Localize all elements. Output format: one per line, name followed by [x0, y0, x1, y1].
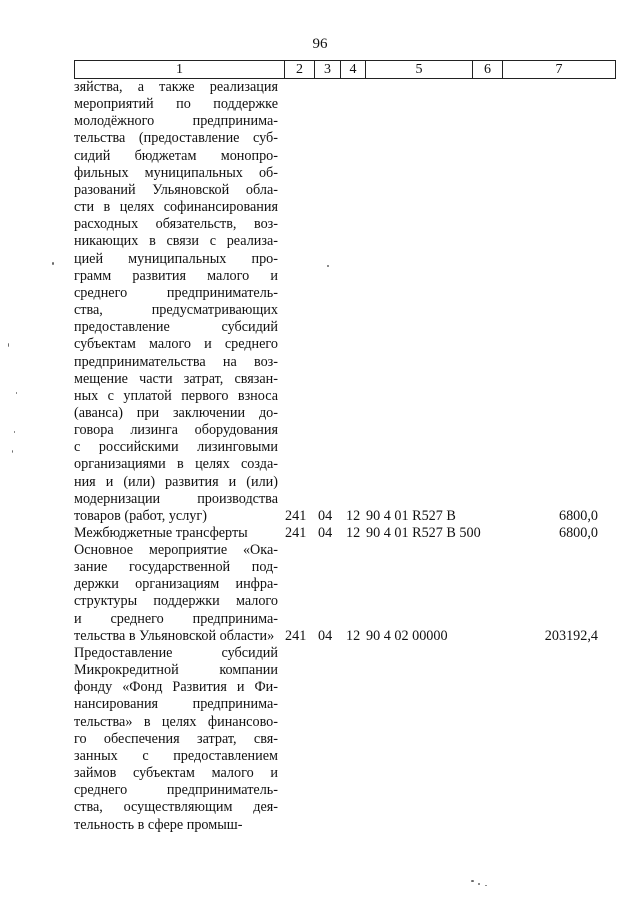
- column-header-7: 7: [503, 61, 616, 79]
- description-line: Межбюджетные трансферты: [74, 525, 248, 541]
- description-line: Предоставление субсидий: [74, 645, 278, 661]
- description-line: Основное мероприятие «Ока-: [74, 542, 278, 558]
- scan-speck: [16, 392, 17, 394]
- cell-target-article: 90 4 01 R527 В: [366, 508, 456, 524]
- description-line: разований Ульяновской обла-: [74, 181, 278, 198]
- column-header-1: 1: [75, 61, 285, 79]
- scan-speck: [471, 880, 474, 882]
- description-line: и среднего предпринима-: [74, 610, 278, 627]
- cell-target-article: 90 4 01 R527 В 500: [366, 525, 481, 541]
- column-header-4: 4: [341, 61, 366, 79]
- cell-subsection: 12: [346, 525, 361, 541]
- column-header-2: 2: [285, 61, 315, 79]
- description-block-lizing: [74, 79, 278, 525]
- description-line: го обеспечения затрат, свя-: [74, 730, 278, 747]
- cell-section: 04: [318, 525, 333, 541]
- description-line: ния и (или) развития и (или): [74, 473, 278, 490]
- description-line: расходных обязательств, воз-: [74, 216, 278, 233]
- description-line: сти в целях софинансирования: [74, 199, 278, 216]
- column-header-table: [74, 60, 616, 79]
- description-line: тельства в Ульяновской области»: [74, 627, 275, 644]
- description-line: никающих в связи с реализа-: [74, 233, 278, 250]
- scan-speck: [478, 883, 480, 885]
- description-line: с российскими лизинговыми: [74, 439, 278, 456]
- description-line: субъектам малого и среднего: [74, 336, 278, 353]
- description-line: (аванса) при заключении до-: [74, 404, 278, 421]
- page-number: 96: [312, 36, 328, 52]
- scan-speck: [14, 431, 15, 433]
- table-row: [0, 525, 640, 542]
- description-line: модернизации производства: [74, 490, 278, 507]
- description-line: предпринимательства на воз-: [74, 353, 278, 370]
- scan-speck: [12, 450, 13, 453]
- column-header-5: 5: [366, 61, 473, 79]
- column-header-6: 6: [473, 61, 503, 79]
- cell-subsection: 12: [346, 628, 361, 644]
- description-block-microcredit: [74, 645, 278, 834]
- description-line: занных с предоставлением: [74, 747, 278, 764]
- description-line: предоставление субсидий: [74, 319, 278, 336]
- description-line: грамм развития малого и: [74, 267, 278, 284]
- cell-section: 04: [318, 508, 333, 524]
- description-line: товаров (работ, услуг): [74, 507, 207, 524]
- column-header-3: 3: [315, 61, 341, 79]
- cell-subsection: 12: [346, 508, 361, 524]
- scan-speck: [485, 885, 487, 886]
- table-row: [0, 628, 640, 645]
- table-row: [0, 508, 640, 525]
- scan-speck: [8, 343, 9, 347]
- description-line: тельность в сфере промыш-: [74, 816, 243, 833]
- description-line: Микрокредитной компании: [74, 662, 278, 679]
- description-line: говора лизинга оборудования: [74, 422, 278, 439]
- description-line: среднего предприниматель-: [74, 284, 278, 301]
- description-line: зание государственной под-: [74, 559, 278, 576]
- description-line: держки организациям инфра-: [74, 576, 278, 593]
- description-line: ства, осуществляющим дея-: [74, 799, 278, 816]
- description-line: цией муниципальных про-: [74, 250, 278, 267]
- description-line: зяйства, а также реализация: [74, 79, 278, 95]
- cell-code: 241: [285, 628, 307, 644]
- cell-section: 04: [318, 628, 333, 644]
- cell-amount: 203192,4: [544, 628, 598, 644]
- description-line: фильных муниципальных об-: [74, 164, 278, 181]
- description-line: организациями в целях созда-: [74, 456, 278, 473]
- cell-amount: 6800,0: [558, 525, 598, 541]
- cell-amount: 6800,0: [558, 508, 598, 524]
- description-line: тельства» в целях финансово-: [74, 713, 278, 730]
- description-line: ных с уплатой первого взноса: [74, 387, 278, 404]
- scan-speck: [52, 262, 54, 265]
- scan-speck: [327, 265, 329, 267]
- description-line: среднего предприниматель-: [74, 782, 278, 799]
- description-line: мещение части затрат, связан-: [74, 370, 278, 387]
- description-line: молодёжного предпринима-: [74, 113, 278, 130]
- description-line: тельства (предоставление суб-: [74, 130, 278, 147]
- cell-code: 241: [285, 508, 307, 524]
- description-line: займов субъектам малого и: [74, 765, 278, 782]
- description-line: ства, предусматривающих: [74, 302, 278, 319]
- description-line: фонду «Фонд Развития и Фи-: [74, 679, 278, 696]
- description-line: мероприятий по поддержке: [74, 96, 278, 113]
- description-line: структуры поддержки малого: [74, 593, 278, 610]
- cell-code: 241: [285, 525, 307, 541]
- cell-target-article: 90 4 02 00000: [366, 628, 448, 644]
- description-line: нансирования предпринима-: [74, 696, 278, 713]
- description-line: сидий бюджетам монопро-: [74, 147, 278, 164]
